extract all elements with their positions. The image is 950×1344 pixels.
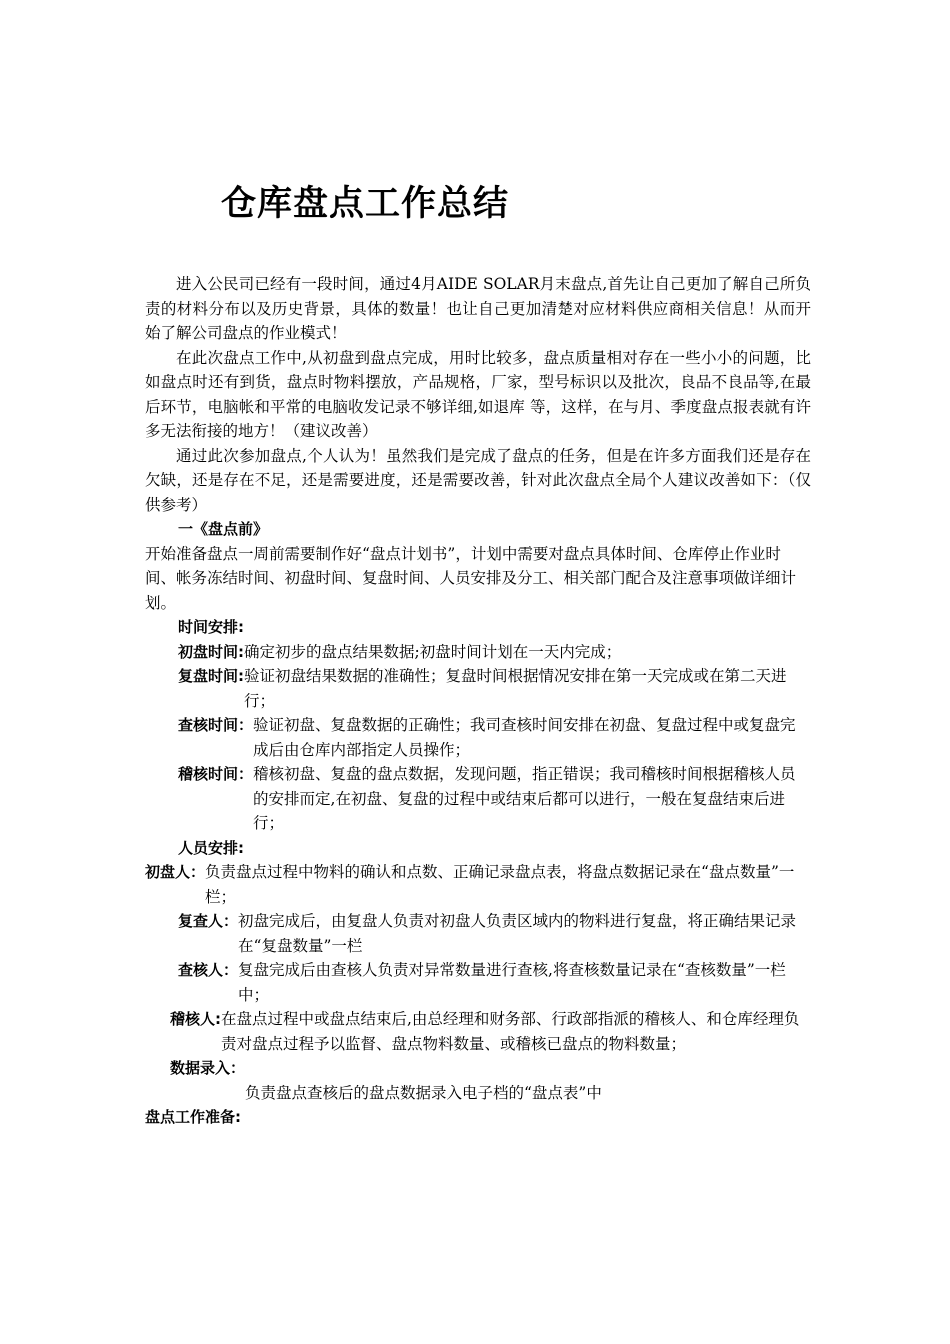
- data-entry-heading: 数据录入：: [170, 1059, 246, 1077]
- staff-item-label: 初盘人：: [145, 863, 206, 881]
- staff-item-rechecker: [145, 909, 811, 958]
- staff-item-text: 在盘点过程中或盘点结束后,由总经理和财务部、行政部指派的稽核人、和仓库经理负责对盘点过程予以监督、盘点物料数量、或稽核已盘点的物料数量；: [221, 1010, 800, 1053]
- intro-paragraph-2: 在此次盘点工作中,从初盘到盘点完成，用时比较多，盘点质量相对存在一些小小的问题，比如盘点时还有到货，盘点时物料摆放，产品规格，厂家，型号标识以及批次，良品不良品等,在最后环节，电脑帐和平常的电脑收发记录不够详细,如退库 等，这样，在与月、季度盘点报表就有许多无法衔接的地方！（建议改善）: [145, 348, 811, 440]
- time-item-recount: [145, 664, 811, 713]
- data-entry-text: 负责盘点查核后的盘点数据录入电子档的“盘点表”中: [245, 1083, 602, 1102]
- time-item-audit: [145, 762, 811, 836]
- staff-arrangement-heading: 人员安排:: [178, 838, 244, 857]
- staff-item-text: 初盘完成后，由复盘人负责对初盘人负责区域内的物料进行复盘，将正确结果记录在“复盘数量”一栏: [238, 912, 797, 955]
- time-item-text: 确定初步的盘点结果数据;初盘时间计划在一天内完成；: [244, 642, 622, 661]
- time-item-text: 验证初盘、复盘数据的正确性；我司查核时间安排在初盘、复盘过程中或复盘完成后由仓库内部指定人员操作；: [253, 716, 796, 759]
- staff-item-text: 负责盘点过程中物料的确认和点数、正确记录盘点表，将盘点数据记录在“盘点数量”一栏；: [205, 863, 795, 906]
- inventory-preparation-heading: 盘点工作准备:: [145, 1108, 241, 1126]
- section-paragraph: 开始准备盘点一周前需要制作好“盘点计划书”，计划中需要对盘点具体时间、仓库停止作业时间、帐务冻结时间、初盘时间、复盘时间、人员安排及分工、相关部门配合及注意事项做详细计划。: [145, 544, 797, 612]
- document-body: [145, 272, 811, 1130]
- intro-paragraph-3: 通过此次参加盘点,个人认为！虽然我们是完成了盘点的任务，但是在许多方面我们还是存在欠缺，还是存在不足，还是需要进度，还是需要改善，针对此次盘点全局个人建议改善如下：（仅供参考）: [145, 446, 811, 514]
- document-title: 仓库盘点工作总结: [221, 184, 510, 224]
- time-schedule-heading: 时间安排:: [178, 618, 244, 636]
- time-item-check: [145, 713, 811, 762]
- intro-paragraph-1: 进入公民司已经有一段时间，通过4月AIDE SOLAR月末盘点,首先让自己更加了解自己所负责的材料分布以及历史背景，具体的数量！也让自己更加清楚对应材料供应商相关信息！从而开始了解公司盘点的作业模式！: [145, 275, 811, 342]
- section-heading-before-inventory: 一《盘点前》: [178, 520, 269, 538]
- time-item-text: 稽核初盘、复盘的盘点数据，发现问题，指正错误；我司稽核时间根据稽核人员的安排而定,在初盘、复盘的过程中或结束后都可以进行，一般在复盘结束后进行；: [253, 765, 796, 832]
- staff-item-label: 稽核人:: [170, 1010, 221, 1028]
- time-item-label: 初盘时间:: [178, 642, 244, 661]
- staff-item-auditor: [145, 1007, 811, 1056]
- time-item-text: 验证初盘结果数据的准确性；复盘时间根据情况安排在第一天完成或在第二天进行；: [244, 667, 787, 710]
- staff-item-checker: [145, 958, 811, 1007]
- staff-item-initial-counter: [145, 860, 811, 909]
- staff-item-label: 复查人：: [178, 912, 239, 930]
- time-item-label: 查核时间：: [178, 716, 254, 734]
- staff-item-label: 查核人：: [178, 961, 239, 979]
- staff-item-text: 复盘完成后由查核人负责对异常数量进行查核,将查核数量记录在“查核数量”一栏中；: [238, 961, 786, 1004]
- time-item-initial-count: [145, 640, 811, 665]
- time-item-label: 稽核时间：: [178, 765, 254, 783]
- time-item-label: 复盘时间:: [178, 667, 244, 685]
